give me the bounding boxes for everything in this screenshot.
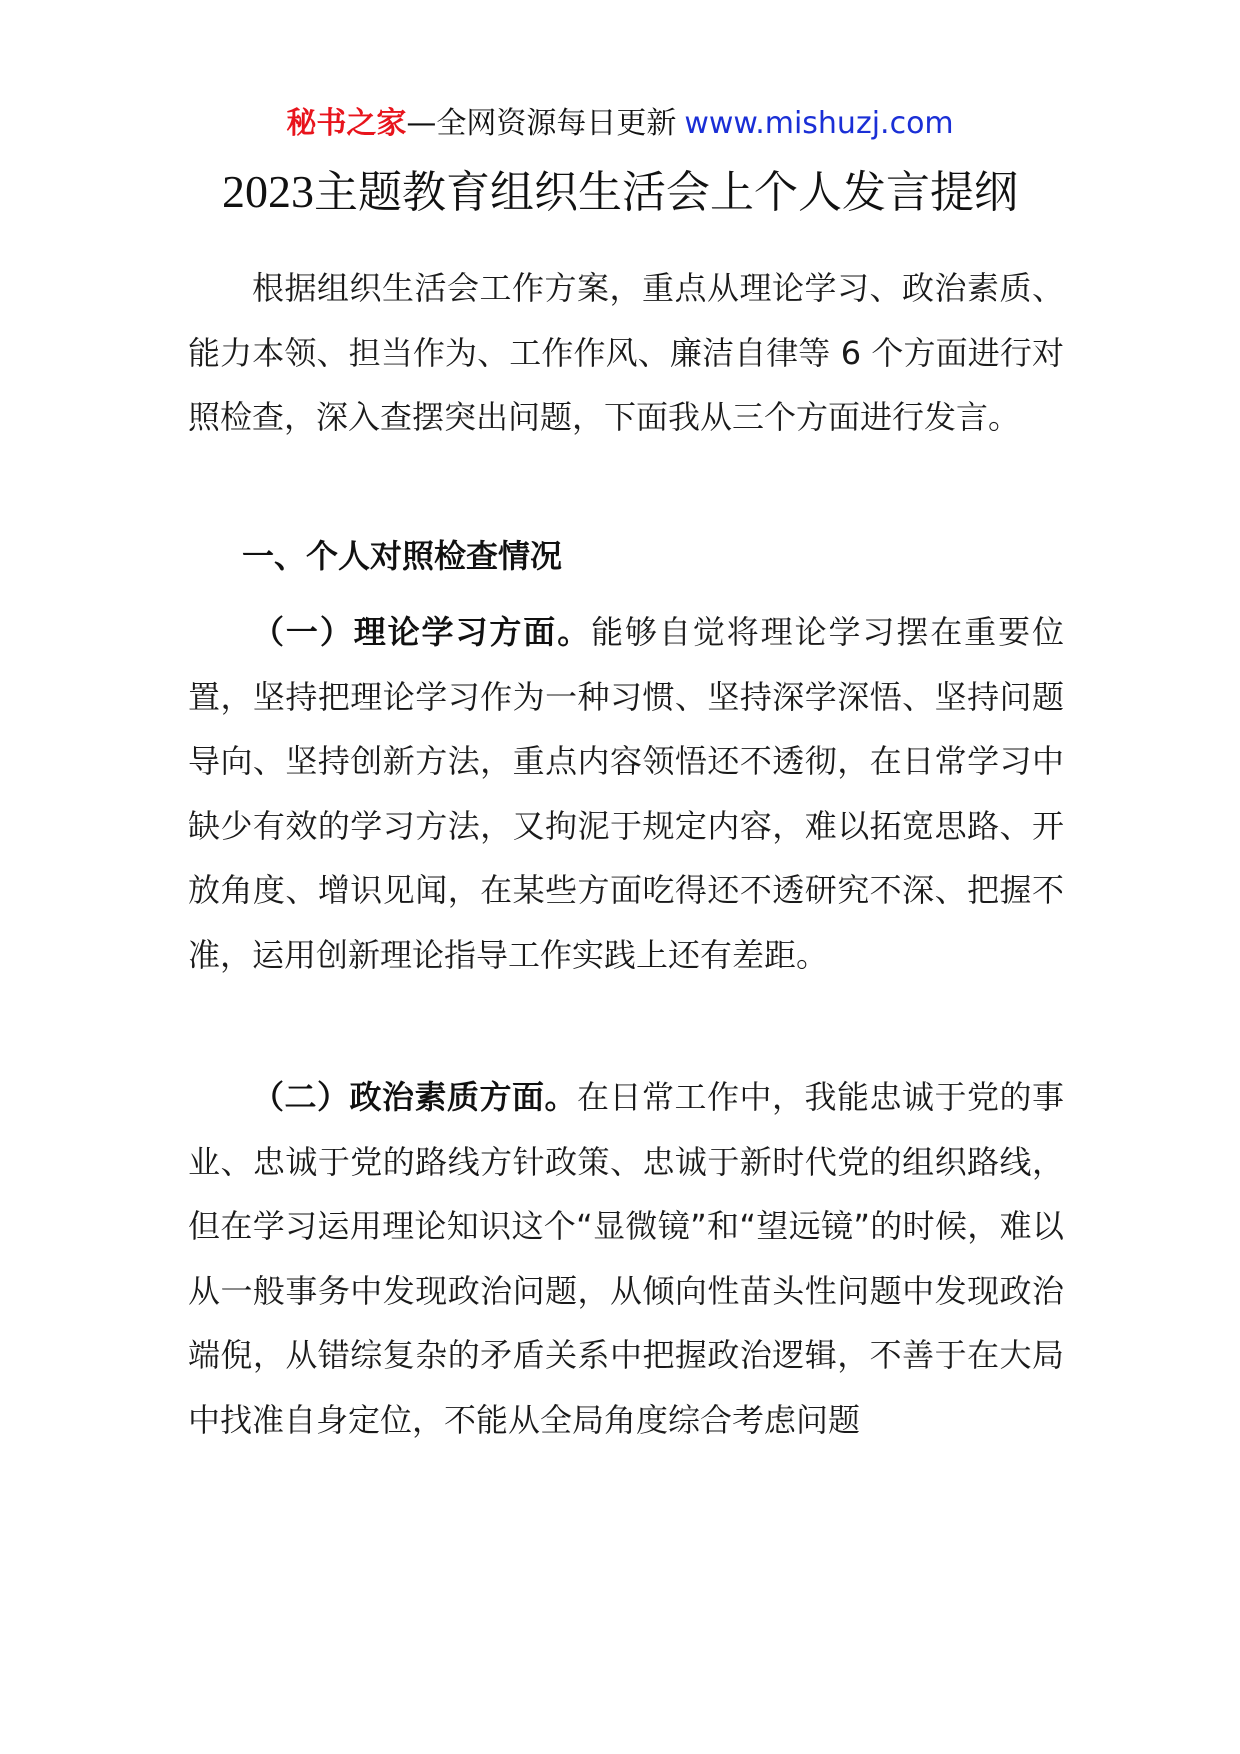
item-lead-1: （一）理论学习方面。 (252, 613, 592, 651)
title-text: 主题教育组织生活会上个人发言提纲 (314, 167, 1018, 218)
item-block-2 (188, 1065, 1064, 1452)
intro-block (188, 256, 1064, 450)
intro-paragraph: 根据组织生活会工作方案，重点从理论学习、政治素质、能力本领、担当作为、工作作风、廉洁自律等 6 个方面进行对照检查，深入查摆突出问题，下面我从三个方面进行发言。 (188, 269, 1064, 436)
item-block-1 (188, 600, 1064, 987)
header-tagline: —全网资源每日更新 (406, 106, 677, 141)
site-header (0, 104, 1240, 144)
document-title (0, 162, 1240, 223)
site-url-link[interactable]: www.mishuzj.com (684, 106, 954, 141)
item-text-2: 在日常工作中，我能忠诚于党的事业、忠诚于党的路线方针政策、忠诚于新时代党的组织路线，但在学习运用理论知识这个“显微镜”和“望远镜”的时候，难以从一般事务中发现政治问题，从倾向性苗头性问题中发现政治端倪，从错综复杂的矛盾关系中把握政治逻辑，不善于在大局中找准自身定位，不能从全局角度综合考虑问题 (188, 1078, 1064, 1439)
section-heading: 一、个人对照检查情况 (242, 537, 563, 575)
brand-name: 秘书之家 (286, 106, 407, 141)
title-year: 2023 (222, 166, 314, 217)
item-paragraph-2 (188, 1065, 1064, 1452)
item-paragraph-1 (188, 600, 1064, 987)
item-lead-2: （二）政治素质方面。 (252, 1078, 577, 1116)
item-text-1: 能够自觉将理论学习摆在重要位置，坚持把理论学习作为一种习惯、坚持深学深悟、坚持问题导向、坚持创新方法，重点内容领悟还不透彻，在日常学习中缺少有效的学习方法，又拘泥于规定内容，难以拓宽思路、开放角度、增识见闻，在某些方面吃得还不透研究不深、把握不准，运用创新理论指导工作实践上还有差距。 (188, 613, 1064, 974)
